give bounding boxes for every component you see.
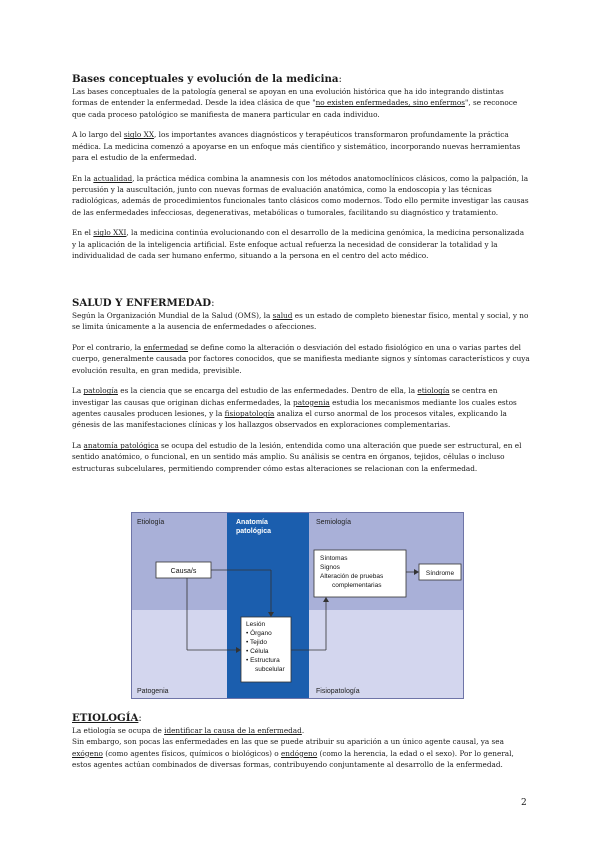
lesion-title: Lesión xyxy=(246,621,266,628)
underlined-term: anatomía patológica xyxy=(83,441,159,451)
section-etiologia xyxy=(72,712,530,770)
lesion-item: • Órgano xyxy=(246,630,272,637)
page-number: 2 xyxy=(521,798,527,808)
underlined-term: siglo XX xyxy=(123,130,155,140)
section-bases xyxy=(72,73,530,261)
label-fisiopatologia: Fisiopatología xyxy=(316,688,360,695)
sintomas-line: Alteración de pruebas xyxy=(320,573,384,580)
paragraph: La patología es la ciencia que se encarga del estudio de las enfermedades. Dentro de ella, la etiología se centra en investigar las causas que originan dichas enfermedades, la patogenia estudia los mecanismos mediante los cuales estos agentes causales producen lesiones, y la fisiopatología analiza el curso anormal de los procesos vitales, explicando la génesis de las manifestaciones clínicas y los hallazgos observados en exploraciones complementarias. xyxy=(72,386,517,430)
paragraph: A lo largo del siglo XX, los importantes avances diagnósticos y terapéuticos transformaron profundamente la práctica médica. La medicina comenzó a apoyarse en un enfoque más científico y sistemático, incorporando nuevas herramientas para el estudio de la enfermedad. xyxy=(72,130,521,162)
paragraph: Por el contrario, la enfermedad se define como la alteración o desviación del estado fisiológico en una o varias partes del cuerpo, generalmente causada por factores conocidos, que se manifiesta mediante signos y síntomas característicos y cuya evolución resulta, en gran medida, previsible. xyxy=(72,343,530,375)
paragraph: La etiología se ocupa de identificar la causa de la enfermedad. xyxy=(72,726,305,735)
section-title: SALUD Y ENFERMEDAD: xyxy=(72,297,215,309)
sintomas-line: Signos xyxy=(320,564,340,571)
lesion-item: • Tejido xyxy=(246,639,267,646)
underlined-term: actualidad xyxy=(93,173,133,183)
lesion-item: • Célula xyxy=(246,648,269,655)
paragraph: En el siglo XXI, la medicina continúa evolucionando con el desarrollo de la medicina genómica, la medicina personalizada y la aplicación de la inteligencia artificial. Este enfoque actual refuerza la necesidad de considerar la totalidad y la individualidad de cada ser humano enfermo, situando a la persona en el centro del acto médico. xyxy=(72,228,525,261)
underlined-term: enfermedad xyxy=(143,343,189,353)
underlined-term: patogenia xyxy=(293,397,330,407)
lesion-item: subcelular xyxy=(255,666,285,673)
underlined-term: salud xyxy=(272,311,293,320)
sindrome-label: Síndrome xyxy=(425,570,455,577)
pathology-diagram xyxy=(131,512,464,699)
underlined-term: etiología xyxy=(417,386,450,396)
sintomas-line: complementarias xyxy=(332,582,382,589)
underlined-term: siglo XXI xyxy=(93,228,127,238)
label-patogenia: Patogenia xyxy=(137,688,169,695)
lesion-item: • Estructura xyxy=(246,657,280,664)
etiologia-region xyxy=(131,512,227,610)
label-semiologia: Semiología xyxy=(316,519,352,526)
label-anatomia-1: Anatomía xyxy=(236,519,268,526)
paragraph: La anatomía patológica se ocupa del estudio de la lesión, entendida como una alteración que puede ser estructural, en el sentido anatómico, o funcional, en un sentido más amplio. Su análisis se centra en órganos, tejidos, células o incluso estructuras subcelulares, permitiendo comprender cómo estas alteraciones se relacionan con la enfermedad. xyxy=(72,441,522,473)
underlined-term: endógeno xyxy=(280,748,318,758)
section-title: Bases conceptuales y evolución de la medicina: xyxy=(72,73,342,85)
paragraph: En la actualidad, la práctica médica combina la anamnesis con los métodos anatomoclínicos clásicos, como la palpación, la percusión y la auscultación, junto con nuevas formas de evaluación anatómica, como la endoscopia y las técnicas radiológicas, además de procedimientos funcionales tanto clásicos como modernos. Todo ello permite investigar las causas de las enfermedades infecciosas, degenerativas, metabólicas o tumorales, facilitando su diagnóstico y tratamiento. xyxy=(72,173,529,217)
label-anatomia-2: patológica xyxy=(236,528,272,535)
section-salud xyxy=(72,297,530,474)
fisiopatologia-region xyxy=(309,610,464,699)
underlined-term: no existen enfermedades, sino enfermos xyxy=(315,98,466,108)
patogenia-region xyxy=(131,610,227,699)
sintomas-line: Síntomas xyxy=(320,555,348,562)
label-etiologia: Etiología xyxy=(137,519,165,526)
underlined-term: patología xyxy=(83,386,118,396)
section-title: ETIOLOGÍA: xyxy=(72,712,142,724)
causa-label: Causa/s xyxy=(170,568,197,575)
underlined-term: identificar la causa de la enfermedad xyxy=(164,726,302,735)
paragraph: Las bases conceptuales de la patología general se apoyan en una evolución histórica que ha ido integrando distintas formas de entender la enfermedad. Desde la idea clásica de que "no existen enfermedades, sino enfermos", se reconoce que cada proceso patológico se manifiesta de manera particular en cada individuo. xyxy=(72,87,518,119)
underlined-term: exógeno xyxy=(72,748,103,758)
underlined-term: fisiopatología xyxy=(224,409,275,419)
paragraph: Según la Organización Mundial de la Salud (OMS), la salud es un estado de completo bienestar físico, mental y social, y no se limita únicamente a la ausencia de enfermedades o afecciones. xyxy=(72,311,529,332)
paragraph: Sin embargo, son pocas las enfermedades en las que se puede atribuir su aparición a un único agente causal, ya sea exógeno (como agentes físicos, químicos o biológicos) o endógeno (como la herencia, la edad o el sexo). Por lo general, estos agentes actúan combinados de diversas formas, contribuyendo conjuntamente al desarrollo de la enfermedad. xyxy=(72,737,514,769)
